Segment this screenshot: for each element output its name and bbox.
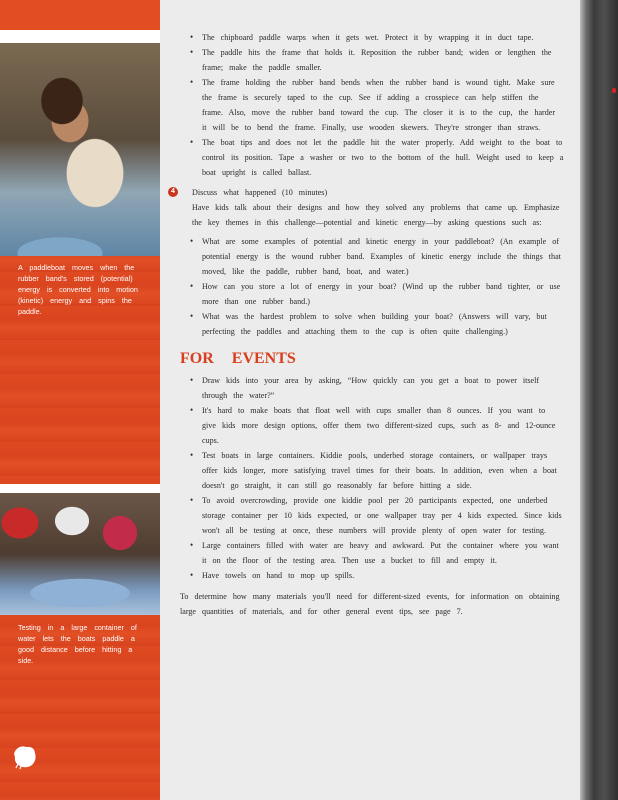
list-item: • The chipboard paddle warps when it gets wet. Protect it by wrapping it in duct tape.: [180, 30, 564, 45]
discuss-title: Discuss what happened (10 minutes): [192, 188, 328, 197]
list-item: • Test boats in large containers. Kiddie pools, underbed storage containers, or wallpaper trays offer kids longer, more satisfying travel times for their boats. In addition, even when a boat doesn't go straight, it can still go reasonably far before hitting a side.: [180, 448, 564, 493]
main-content-area: [160, 0, 580, 800]
list-item: • It's hard to make boats that float well with cups smaller than 8 ounces. If you want to give kids more design options, offer them two different-sized cups, such as 8- and 12-ounce cups.: [180, 403, 564, 448]
sidebar-top-strip: [0, 0, 160, 30]
list-item: • The boat tips and does not let the paddle hit the water properly. Add weight to the boat to control its position. Tape a washer or two to the bottom of the hull. Weight used to keep a boat upright is called ballast.: [180, 135, 564, 180]
events-heading: FOR EVENTS: [180, 350, 296, 367]
step-number-badge: 4: [168, 187, 178, 197]
testing-photo: [0, 493, 160, 615]
logo-icon: [12, 744, 38, 770]
list-item: • Large containers filled with water are heavy and awkward. Put the container where you want it on the floor of the testing area. Then use a bucket to fill and empty it.: [180, 538, 564, 568]
list-item: • What are some examples of potential and kinetic energy in your paddleboat? (An example of potential energy is the wound rubber band. Examples of kinetic energy include the things that moved, like the paddle, rubber band, boat, and water.): [180, 234, 564, 279]
list-item: • The frame holding the rubber band bends when the rubber band is wound tight. Make sure the frame is securely taped to the cup. See if adding a crosspiece can help stiffen the frame. Also, move the rubber band toward the cup. The closer it is to the cup, the harder it will be to bend the frame. Finally, use wooden skewers. They're stronger than straws.: [180, 75, 564, 135]
content-column: [171, 30, 564, 619]
discussion-questions: [180, 234, 564, 339]
discuss-intro: Have kids talk about their designs and how they solved any problems that came up. Emphasize the key themes in this challenge—potential and kinetic energy—by asking questions such as:: [192, 203, 560, 227]
photo1-caption: A paddleboat moves when the rubber band's stored (potential) energy is converted into motion (kinetic) energy and spins the paddle.: [18, 263, 138, 316]
list-item: • To avoid overcrowding, provide one kiddie pool per 20 participants expected, one underbed storage container per 10 kids expected, or one wallpaper tray per 4 kids expected. Since kids won't all be testing at once, these numbers will provide plenty of open water for testing.: [180, 493, 564, 538]
list-item: • What was the hardest problem to solve when building your boat? (Answers will vary, but perfecting the paddles and attaching them to the cup is often quite challenging.): [180, 309, 564, 339]
list-item: • How can you store a lot of energy in your boat? (Wind up the rubber band tighter, or use more than one rubber band.): [180, 279, 564, 309]
events-closing-text: To determine how many materials you'll need for different-sized events, for information on obtaining large quantities of materials, and for other general event tips, see page 7.: [180, 592, 560, 616]
list-item: • Have towels on hand to mop up spills.: [180, 568, 564, 583]
paddleboat-photo: [0, 43, 160, 256]
discuss-step: [171, 185, 564, 230]
photo-credit: · · ·: [120, 248, 140, 252]
photo-credit: · · ·: [120, 607, 140, 611]
divider: [0, 30, 160, 43]
right-edge-bar: [580, 0, 618, 800]
list-item: • The paddle hits the frame that holds it. Reposition the rubber band; widen or lengthen the frame; make the paddle smaller.: [180, 45, 564, 75]
list-item: • Draw kids into your area by asking, “How quickly can you get a boat to power itself through the water?”: [180, 373, 564, 403]
edge-marker: [612, 88, 616, 93]
events-list: [180, 373, 564, 583]
troubleshooting-list: [180, 30, 564, 180]
photo2-caption: Testing in a large container of water lets the boats paddle a good distance before hitting a side.: [18, 623, 137, 665]
divider: [0, 484, 160, 493]
